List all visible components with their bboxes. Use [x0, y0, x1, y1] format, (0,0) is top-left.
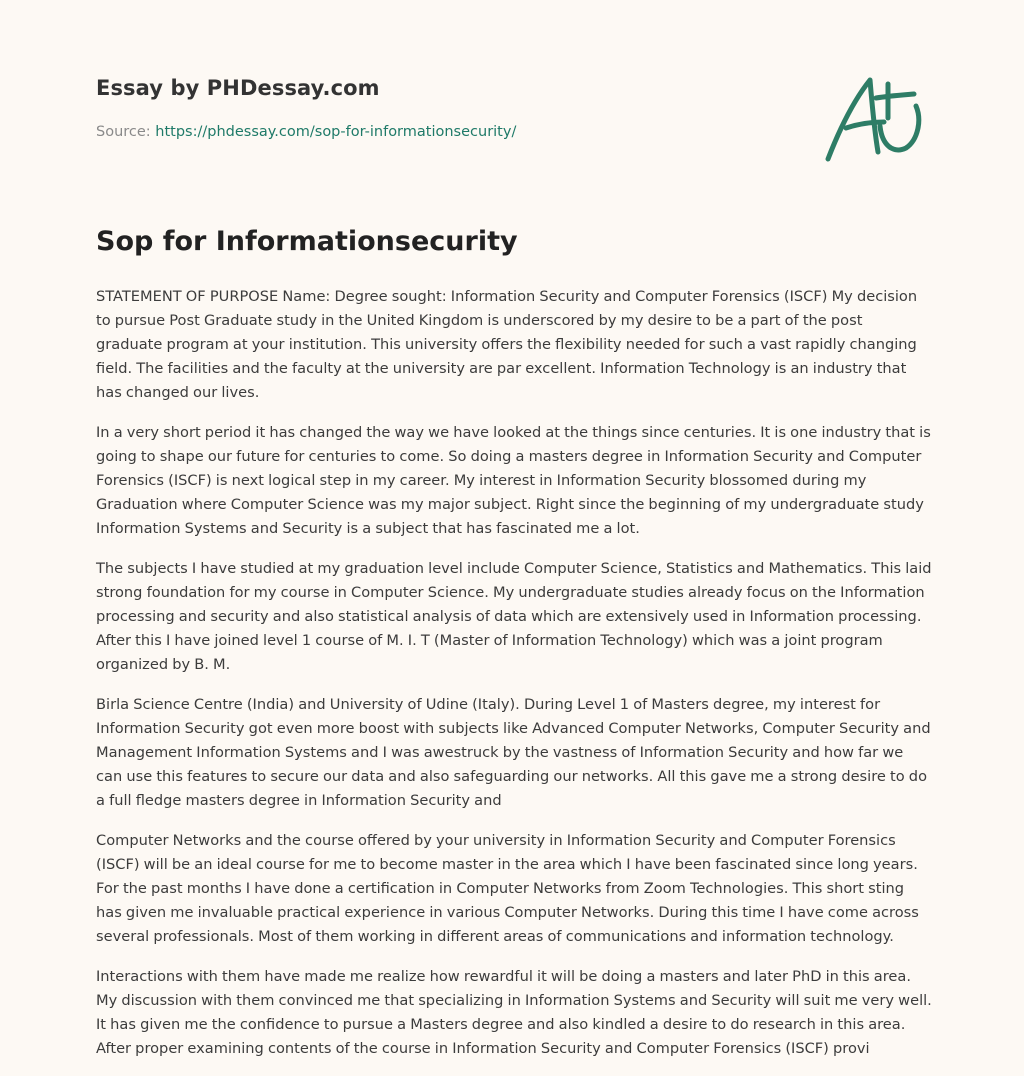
essay-paragraph: Birla Science Centre (India) and University of Udine (Italy). During Level 1 of Masters degree, my interest for Information Security got even more boost with subjects like Advanced Computer Networks, Computer Security and Management Information Systems and I was awestruck by the vastness of Information Security and how far we can use this features to secure our data and also safeguarding our networks. All this gave me a strong desire to do a full fledge masters degree in Information Security and [96, 696, 931, 809]
essay-paragraph: Interactions with them have made me realize how rewardful it will be doing a masters and later PhD in this area. My discussion with them convinced me that specializing in Information Systems and Security will suit me very well. It has given me the confidence to pursue a Masters degree and also kindled a desire to do research in this area. After proper examining contents of the course in Information Security and Computer Forensics (ISCF) provi [96, 968, 932, 1057]
essay-paragraph: STATEMENT OF PURPOSE Name: Degree sought: Information Security and Computer Forensics (ISCF) My decision to pursue Post Graduate study in the United Kingdom is underscored by my desire to be a part of the post graduate program at your institution. This university offers the flexibility needed for such a vast rapidly changing field. The facilities and the faculty at the university are par excellent. Information Technology is an industry that has changed our lives. [96, 288, 918, 401]
site-brand: Essay by PHDessay.com [96, 76, 380, 100]
a-plus-grade-icon [818, 66, 930, 170]
essay-title: Sop for Informationsecurity [96, 226, 518, 257]
source-label: Source: [96, 124, 151, 140]
source-link[interactable]: https://phdessay.com/sop-for-informationsecurity/ [155, 124, 517, 140]
essay-paragraph: The subjects I have studied at my graduation level include Computer Science, Statistics and Mathematics. This laid strong foundation for my course in Computer Science. My undergraduate studies already focus on the Information processing and security and also statistical analysis of data which are extensively used in Information processing. After this I have joined level 1 course of M. I. T (Master of Information Technology) which was a joint program organized by B. M. [96, 560, 932, 673]
essay-body [96, 285, 932, 1061]
source-line [96, 124, 516, 140]
essay-paragraph: Computer Networks and the course offered by your university in Information Security and Computer Forensics (ISCF) will be an ideal course for me to become master in the area which I have been fascinated since long years. For the past months I have done a certification in Computer Networks from Zoom Technologies. This short sting has given me invaluable practical experience in various Computer Networks. During this time I have come across several professionals. Most of them working in different areas of communications and information technology. [96, 832, 919, 945]
essay-paragraph: In a very short period it has changed the way we have looked at the things since centuries. It is one industry that is going to shape our future for centuries to come. So doing a masters degree in Information Security and Computer Forensics (ISCF) is next logical step in my career. My interest in Information Security blossomed during my Graduation where Computer Science was my major subject. Right since the beginning of my undergraduate study Information Systems and Security is a subject that has fascinated me a lot. [96, 424, 931, 537]
